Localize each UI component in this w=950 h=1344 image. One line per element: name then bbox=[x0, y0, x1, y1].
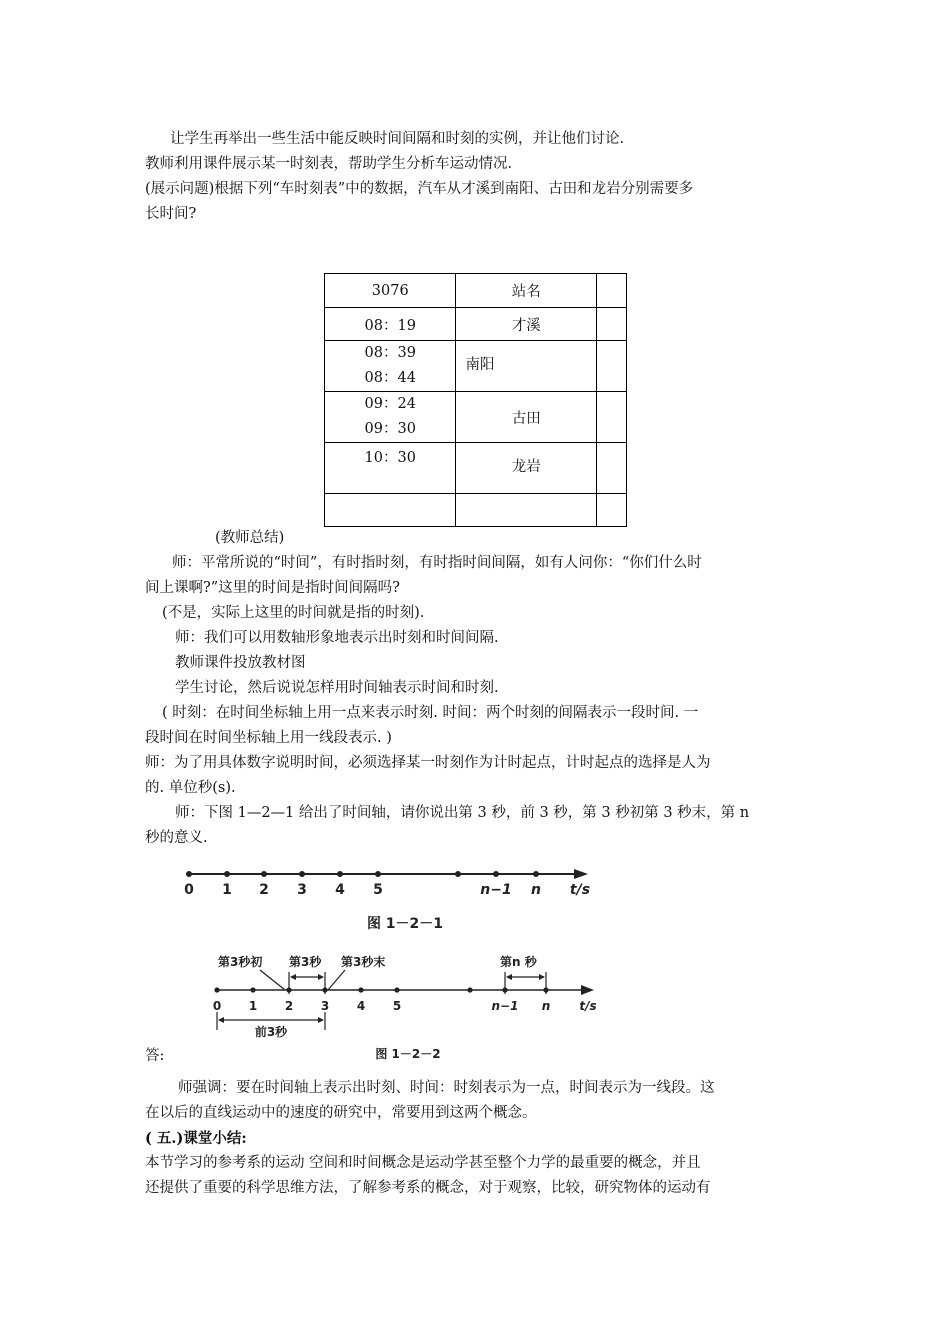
station-cell: 龙岩 bbox=[456, 443, 597, 494]
axis-unit-label: t/s bbox=[569, 882, 591, 898]
tick-label: n bbox=[541, 999, 551, 1013]
paragraph-emphasis-line2: 在以后的直线运动中的速度的研究中，常要用到这两个概念。 bbox=[145, 1105, 537, 1121]
paragraph-number-axis: 师：我们可以用数轴形象地表示出时刻和时间间隔. bbox=[175, 630, 499, 646]
tick-label: 0 bbox=[184, 882, 194, 898]
table-row bbox=[325, 443, 627, 494]
tick-dot bbox=[322, 987, 327, 992]
answer-label: 答: bbox=[145, 1048, 165, 1064]
axis-arrow bbox=[574, 869, 588, 879]
label-nth-second: 第n 秒 bbox=[500, 955, 537, 969]
bus-timetable bbox=[324, 273, 627, 527]
time-cell bbox=[325, 392, 456, 443]
section-title-summary: ( 五.)课堂小结: bbox=[145, 1130, 247, 1147]
station-cell: 古田 bbox=[456, 392, 597, 443]
tick-dot bbox=[224, 871, 230, 877]
tick-label: 2 bbox=[284, 999, 294, 1013]
station-cell: 才溪 bbox=[456, 308, 597, 341]
paragraph-courseware-figure: 教师课件投放教材图 bbox=[175, 655, 306, 671]
label-end-of-3rd-second: 第3秒末 bbox=[341, 955, 386, 969]
time-cell: 08：19 bbox=[325, 308, 456, 341]
time-value: 08：39 bbox=[364, 345, 416, 361]
paragraph-definition-line2: 段时间在时间坐标轴上用一线段表示. ) bbox=[145, 730, 392, 746]
tick-label: n−1 bbox=[491, 999, 519, 1013]
table-row bbox=[325, 341, 627, 392]
tick-dot bbox=[493, 871, 499, 877]
paragraph-discussion: 让学生再举出一些生活中能反映时间间隔和时刻的实例，并让他们讨论. bbox=[170, 131, 625, 147]
tick-dot bbox=[467, 987, 472, 992]
tick-label: 2 bbox=[259, 882, 269, 898]
table-row bbox=[325, 392, 627, 443]
tick-dot bbox=[299, 871, 305, 877]
tick-label: 1 bbox=[222, 882, 232, 898]
time-value: 09：30 bbox=[364, 421, 416, 437]
time-cell bbox=[325, 341, 456, 392]
axis-arrow bbox=[581, 985, 594, 995]
label-3rd-second: 第3秒 bbox=[289, 955, 322, 969]
tick-dot bbox=[261, 871, 267, 877]
table-row bbox=[325, 308, 627, 341]
tick-label: 1 bbox=[248, 999, 258, 1013]
label-start-of-3rd-second: 第3秒初 bbox=[218, 955, 263, 969]
tick-label: n−1 bbox=[480, 882, 512, 898]
tick-label: 0 bbox=[212, 999, 222, 1013]
label-first-3-seconds: 前3秒 bbox=[254, 1025, 288, 1039]
paragraph-question-line1: (展示问题)根据下列“车时刻表”中的数据，汽车从才溪到南阳、古田和龙岩分别需要多 bbox=[145, 181, 694, 197]
tick-label: 5 bbox=[392, 999, 402, 1013]
figure-caption: 图 1－2－2 bbox=[375, 1047, 441, 1061]
time-value: 09：24 bbox=[364, 396, 416, 412]
table-row-empty bbox=[325, 494, 627, 527]
axis-unit-label: t/s bbox=[579, 999, 597, 1013]
time-cell: 10：30 bbox=[325, 443, 456, 494]
table-header-empty bbox=[597, 274, 627, 308]
tick-dot bbox=[286, 987, 291, 992]
tick-label: 5 bbox=[373, 882, 383, 898]
pointer-start3 bbox=[260, 970, 285, 990]
paragraph-start-point-line1: 师：为了用具体数字说明时间，必须选择某一时刻作为计时起点，计时起点的选择是人为 bbox=[145, 755, 711, 771]
tick-dot bbox=[337, 871, 343, 877]
paragraph-start-point-line2: 的. 单位秒(s). bbox=[145, 780, 236, 796]
tick-label: 4 bbox=[356, 999, 366, 1013]
paragraph-courseware: 教师利用课件展示某一时刻表，帮助学生分析车运动情况. bbox=[145, 156, 513, 172]
tick-dot bbox=[375, 871, 381, 877]
paragraph-figure-question-line2: 秒的意义. bbox=[145, 830, 208, 846]
tick-dot bbox=[214, 987, 219, 992]
paragraph-question-line2: 长时间? bbox=[145, 206, 197, 222]
tick-dot bbox=[533, 871, 539, 877]
paragraph-definition-line1: ( 时刻：在时间坐标轴上用一点来表示时刻. 时间：两个时刻的间隔表示一段时间. 一 bbox=[162, 705, 699, 721]
paragraph-summary-line2: 还提供了重要的科学思维方法，了解参考系的概念，对于观察，比较，研究物体的运动有 bbox=[145, 1180, 711, 1196]
tick-dot bbox=[394, 987, 399, 992]
tick-dot bbox=[358, 987, 363, 992]
paragraph-answer-moment: (不是，实际上这里的时间就是指的时刻). bbox=[162, 605, 425, 621]
time-value: 08：44 bbox=[364, 370, 416, 386]
paragraph-student-discuss: 学生讨论，然后说说怎样用时间轴表示时间和时刻. bbox=[175, 680, 499, 696]
pointer-end3 bbox=[328, 970, 345, 990]
tick-dot bbox=[250, 987, 255, 992]
table-header-number: 3076 bbox=[325, 274, 456, 308]
station-cell: 南阳 bbox=[456, 341, 597, 392]
tick-label: 3 bbox=[297, 882, 307, 898]
paragraph-teacher-time-line1: 师：平常所说的“时间”，有时指时刻，有时指时间间隔，如有人问你：“你们什么时 bbox=[172, 555, 702, 571]
paragraph-figure-question-line1: 师：下图 1—2—1 给出了时间轴，请你说出第 3 秒，前 3 秒，第 3 秒初第 3 秒末，第 n bbox=[175, 805, 750, 821]
tick-dot bbox=[455, 871, 461, 877]
tick-dot bbox=[186, 871, 192, 877]
paragraph-emphasis-line1: 师强调：要在时间轴上表示出时刻、时间：时刻表示为一点，时间表示为一线段。这 bbox=[178, 1080, 715, 1096]
tick-dot bbox=[502, 987, 507, 992]
tick-label: 3 bbox=[320, 999, 330, 1013]
paragraph-summary-line1: 本节学习的参考系的运动 空间和时间概念是运动学甚至整个力学的最重要的概念，并且 bbox=[145, 1155, 701, 1171]
figure-caption: 图 1－2－1 bbox=[366, 916, 444, 932]
tick-label: n bbox=[531, 882, 541, 898]
teacher-summary-label: (教师总结) bbox=[215, 530, 285, 546]
paragraph-teacher-time-line2: 间上课啊?”这里的时间是指时间间隔吗? bbox=[145, 580, 400, 596]
tick-label: 4 bbox=[335, 882, 345, 898]
figure-time-axis-1 bbox=[170, 862, 600, 937]
table-header-station: 站名 bbox=[456, 274, 597, 308]
tick-dot bbox=[543, 987, 548, 992]
